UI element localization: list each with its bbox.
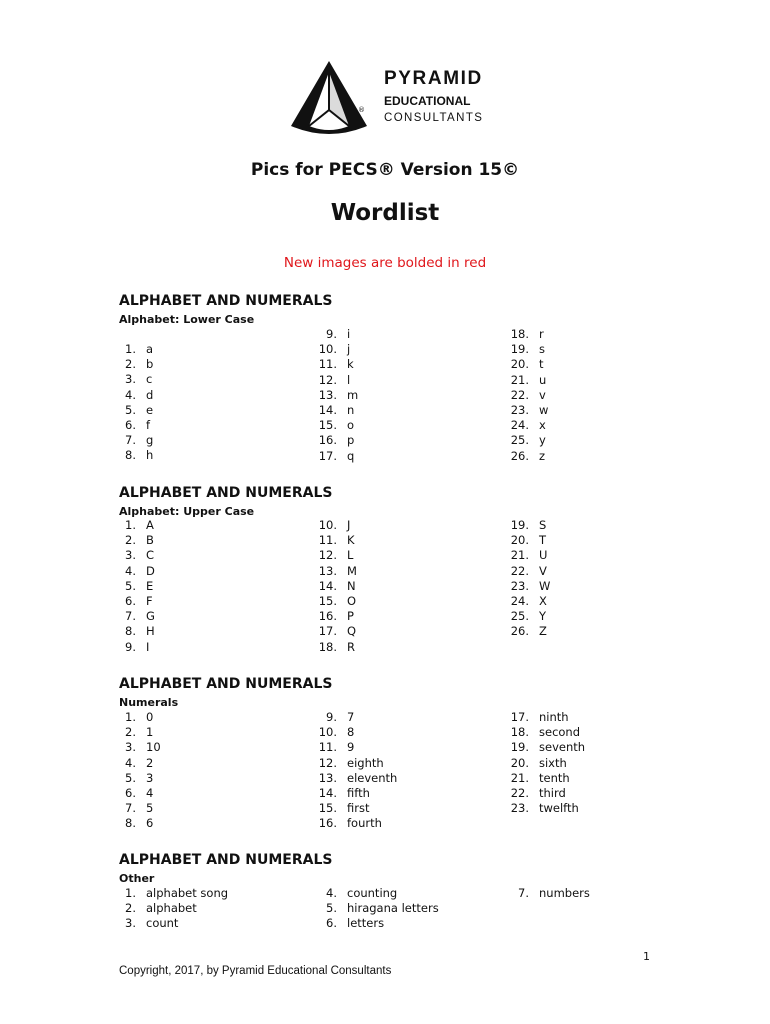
list-item: [505, 533, 550, 548]
list-item: [112, 388, 153, 403]
document-subtitle: Pics for PECS® Version 15©: [250, 160, 520, 180]
list-item: [313, 564, 357, 579]
list-item-text: counting: [347, 886, 398, 900]
list-item-text: m: [347, 387, 359, 402]
list-item: [505, 771, 585, 786]
list-item-number: 23.: [510, 801, 529, 816]
list-item: [112, 342, 153, 357]
list-item: [112, 609, 155, 624]
list-item: [313, 548, 357, 563]
list-item-text: E: [146, 578, 154, 593]
list-item-number: 15.: [318, 418, 337, 433]
list-item-number: 6.: [125, 417, 136, 432]
list-item-text: K: [347, 533, 355, 548]
list-column: [313, 518, 357, 655]
list-item: [112, 886, 228, 901]
list-item: [313, 357, 358, 372]
list-item-number: 7.: [125, 801, 136, 816]
list-column: [313, 710, 397, 832]
list-item-number: 12.: [318, 372, 337, 387]
list-item: [313, 609, 357, 624]
list-item-text: i: [347, 327, 351, 341]
section-heading: ALPHABET AND NUMERALS: [119, 676, 333, 692]
list-item-text: W: [539, 578, 551, 593]
list-item-number: 15.: [318, 801, 337, 816]
list-item: [505, 449, 548, 464]
list-item: [112, 916, 228, 931]
list-item: [505, 373, 548, 388]
list-item-text: q: [347, 448, 355, 463]
list-item: [112, 533, 155, 548]
list-item: [505, 594, 550, 609]
list-item-text: 1: [146, 725, 154, 740]
list-item-text: 9: [347, 740, 355, 755]
list-item-number: 3.: [125, 548, 136, 563]
list-item-text: 7: [347, 710, 355, 724]
list-item-text: v: [539, 387, 546, 402]
list-item-number: 11.: [318, 533, 337, 548]
list-item-text: u: [539, 372, 547, 387]
list-item-number: 3.: [125, 740, 136, 755]
list-item-number: 7.: [125, 433, 136, 448]
list-item-text: M: [347, 563, 357, 578]
list-item-text: w: [539, 402, 549, 417]
list-item-number: 19.: [510, 342, 529, 357]
list-item: [505, 579, 550, 594]
list-item: [313, 640, 357, 655]
list-item: [505, 388, 548, 403]
list-item-text: ninth: [539, 710, 569, 724]
list-item: [313, 373, 358, 388]
list-item: [505, 518, 550, 533]
list-item-text: g: [146, 433, 154, 448]
list-item-number: 16.: [318, 433, 337, 448]
list-item-text: n: [347, 402, 355, 417]
list-item-number: 20.: [510, 357, 529, 372]
list-item-text: alphabet song: [146, 886, 229, 900]
list-item-number: 3.: [125, 916, 136, 931]
list-column: [112, 710, 161, 832]
list-item-number: 4.: [326, 886, 337, 900]
list-item-text: k: [347, 357, 354, 372]
list-item-number: 8.: [125, 448, 136, 463]
list-item-number: 21.: [510, 770, 529, 785]
list-item-number: 11.: [318, 740, 337, 755]
list-item-text: eleventh: [347, 770, 398, 785]
list-item-number: 7.: [125, 609, 136, 624]
list-item-text: twelfth: [539, 801, 579, 816]
list-item-text: d: [146, 387, 154, 402]
list-item-number: 19.: [510, 740, 529, 755]
list-column: [313, 886, 439, 932]
list-item-number: 2.: [125, 725, 136, 740]
list-item: [112, 579, 155, 594]
list-item: [112, 816, 161, 831]
list-item: [313, 756, 397, 771]
list-item-text: x: [539, 418, 546, 433]
list-item-text: Y: [539, 609, 547, 624]
list-item: [505, 801, 585, 816]
list-item: [112, 357, 153, 372]
list-column: [505, 518, 550, 640]
page-number: 1: [643, 950, 650, 963]
list-item-number: 8.: [125, 624, 136, 639]
list-item-number: 1.: [125, 518, 136, 532]
list-item-text: t: [539, 357, 544, 372]
list-item: [505, 403, 548, 418]
list-item-number: 5.: [326, 901, 337, 916]
list-item: [112, 433, 153, 448]
list-item: [112, 740, 161, 755]
section-heading: ALPHABET AND NUMERALS: [119, 852, 333, 868]
list-item-number: 10.: [318, 342, 337, 357]
list-item: [313, 403, 358, 418]
list-item-number: 23.: [510, 402, 529, 417]
list-item-number: 12.: [318, 548, 337, 563]
list-item: [505, 327, 548, 342]
list-column: [505, 886, 590, 901]
list-item: [505, 548, 550, 563]
list-item-text: A: [146, 518, 154, 532]
list-item-text: 6: [146, 816, 154, 831]
list-column: [112, 886, 228, 932]
list-item-text: c: [146, 372, 153, 387]
list-item-number: 4.: [125, 387, 136, 402]
list-item-text: tenth: [539, 770, 570, 785]
list-item: [313, 342, 358, 357]
list-item-number: 9.: [326, 327, 337, 341]
list-item-text: y: [539, 433, 546, 448]
section-subheading: Numerals: [119, 696, 179, 709]
list-item-text: fourth: [347, 816, 382, 831]
list-item-number: 22.: [510, 387, 529, 402]
list-item-number: 6.: [125, 785, 136, 800]
list-item-number: 24.: [510, 593, 529, 608]
logo-line-3: CONSULTANTS: [384, 112, 484, 124]
list-item-text: 2: [146, 755, 154, 770]
list-item-text: r: [539, 327, 544, 341]
list-item: [112, 594, 155, 609]
list-item-number: 9.: [125, 639, 136, 654]
list-item: [112, 725, 161, 740]
list-item: [505, 710, 585, 725]
list-item: [112, 624, 155, 639]
list-item-number: 20.: [510, 755, 529, 770]
list-item: [313, 327, 358, 342]
list-item-text: B: [146, 533, 154, 548]
list-item-text: H: [146, 624, 155, 639]
list-item-text: 8: [347, 725, 355, 740]
list-item-text: l: [347, 372, 351, 387]
list-item-number: 3.: [125, 372, 136, 387]
list-item-text: fifth: [347, 785, 370, 800]
list-item-text: alphabet: [146, 901, 197, 916]
list-column: [112, 518, 155, 655]
list-item-number: 7.: [518, 886, 529, 900]
list-item-text: T: [539, 533, 547, 548]
list-item-number: 19.: [510, 518, 529, 532]
list-item-text: L: [347, 548, 354, 563]
list-item-number: 9.: [326, 710, 337, 724]
list-item: [505, 433, 548, 448]
list-item-number: 14.: [318, 402, 337, 417]
list-item-number: 15.: [318, 593, 337, 608]
list-item-text: f: [146, 417, 151, 432]
list-item: [112, 786, 161, 801]
list-item: [313, 901, 439, 916]
list-item-number: 12.: [318, 755, 337, 770]
list-item: [313, 433, 358, 448]
section-subheading: Alphabet: Lower Case: [119, 313, 255, 326]
list-item: [313, 449, 358, 464]
pyramid-logo: [288, 60, 498, 140]
list-item: [112, 771, 161, 786]
registered-mark: ®: [358, 106, 365, 114]
list-item-number: 2.: [125, 533, 136, 548]
list-item-text: hiragana letters: [347, 901, 439, 916]
list-item-number: 18.: [510, 327, 529, 341]
list-item: [313, 518, 357, 533]
list-item: [112, 564, 155, 579]
list-item-text: eighth: [347, 755, 384, 770]
list-item: [313, 801, 397, 816]
section-heading: ALPHABET AND NUMERALS: [119, 293, 333, 309]
list-item-number: 25.: [510, 609, 529, 624]
list-item-text: S: [539, 518, 547, 532]
list-item-text: a: [146, 342, 154, 356]
list-item: [112, 548, 155, 563]
list-item: [112, 448, 153, 463]
list-item-number: 8.: [125, 816, 136, 831]
list-item-number: 13.: [318, 387, 337, 402]
list-item-text: second: [539, 725, 581, 740]
list-item-number: 22.: [510, 563, 529, 578]
list-item-text: numbers: [539, 886, 590, 900]
list-item-text: b: [146, 357, 154, 372]
list-item-text: Q: [347, 624, 357, 639]
logo-line-2: EDUCATIONAL: [384, 94, 471, 108]
list-item-number: 17.: [318, 624, 337, 639]
list-item-text: 5: [146, 801, 154, 816]
list-item-text: j: [347, 342, 351, 357]
list-item-number: 17.: [510, 710, 529, 724]
list-item-number: 2.: [125, 357, 136, 372]
list-item: [313, 771, 397, 786]
list-item-number: 26.: [510, 448, 529, 463]
list-item-number: 13.: [318, 770, 337, 785]
list-item-number: 5.: [125, 770, 136, 785]
list-item-number: 17.: [318, 448, 337, 463]
list-item-number: 23.: [510, 578, 529, 593]
list-item-number: 22.: [510, 785, 529, 800]
list-item: [313, 710, 397, 725]
logo-line-1: PYRAMID: [384, 68, 483, 89]
list-item-text: J: [347, 518, 351, 532]
list-item-text: e: [146, 402, 154, 417]
list-item: [313, 533, 357, 548]
list-column: [505, 327, 548, 464]
list-item: [313, 594, 357, 609]
list-item-number: 1.: [125, 710, 136, 724]
list-item: [505, 740, 585, 755]
list-item-number: 14.: [318, 785, 337, 800]
list-column: [112, 342, 153, 464]
list-column: [505, 710, 585, 816]
list-item-number: 1.: [125, 886, 136, 900]
list-item-text: third: [539, 785, 566, 800]
list-item-text: G: [146, 609, 155, 624]
list-item-text: D: [146, 563, 155, 578]
list-item-text: P: [347, 609, 354, 624]
list-item: [313, 886, 439, 901]
list-item: [505, 342, 548, 357]
list-item: [505, 624, 550, 639]
list-item-number: 6.: [125, 593, 136, 608]
list-item-number: 16.: [318, 816, 337, 831]
list-item: [505, 725, 585, 740]
list-item-text: h: [146, 448, 154, 463]
list-item-text: z: [539, 448, 546, 463]
list-item-text: seventh: [539, 740, 586, 755]
copyright-footer: Copyright, 2017, by Pyramid Educational Consultants: [119, 965, 392, 977]
list-item: [313, 740, 397, 755]
list-item-text: p: [347, 433, 355, 448]
list-item: [112, 372, 153, 387]
list-item: [505, 357, 548, 372]
section-heading: ALPHABET AND NUMERALS: [119, 485, 333, 501]
list-item: [505, 609, 550, 624]
list-item-text: Z: [539, 624, 547, 639]
list-item-text: O: [347, 593, 357, 608]
list-item: [505, 886, 590, 901]
list-item-text: C: [146, 548, 155, 563]
list-item-text: X: [539, 593, 547, 608]
list-item-number: 18.: [510, 725, 529, 740]
list-item: [313, 418, 358, 433]
list-item-number: 14.: [318, 578, 337, 593]
list-item-text: I: [146, 639, 150, 654]
list-item: [313, 388, 358, 403]
list-item-number: 26.: [510, 624, 529, 639]
list-item: [112, 756, 161, 771]
list-item-text: sixth: [539, 755, 567, 770]
list-item: [313, 579, 357, 594]
list-item-number: 24.: [510, 418, 529, 433]
list-item: [313, 786, 397, 801]
list-item: [112, 403, 153, 418]
list-item-number: 21.: [510, 548, 529, 563]
list-item: [505, 756, 585, 771]
list-item-text: o: [347, 418, 355, 433]
list-item-number: 10.: [318, 518, 337, 532]
list-item-number: 4.: [125, 563, 136, 578]
list-item-number: 20.: [510, 533, 529, 548]
list-item-number: 1.: [125, 342, 136, 356]
document-title: Wordlist: [330, 200, 440, 226]
list-item-number: 25.: [510, 433, 529, 448]
list-item-text: 3: [146, 770, 154, 785]
list-item-text: s: [539, 342, 545, 357]
list-item-number: 5.: [125, 578, 136, 593]
list-item-number: 5.: [125, 402, 136, 417]
list-item: [112, 418, 153, 433]
list-item-text: first: [347, 801, 370, 816]
pyramid-logo-icon: [288, 60, 370, 140]
list-item: [505, 418, 548, 433]
list-item: [313, 624, 357, 639]
new-images-note: New images are bolded in red: [283, 255, 487, 271]
list-item-text: 0: [146, 710, 154, 724]
list-item-text: count: [146, 916, 179, 931]
section-subheading: Other: [119, 872, 155, 885]
list-item-number: 11.: [318, 357, 337, 372]
list-item-number: 16.: [318, 609, 337, 624]
list-item: [505, 786, 585, 801]
list-item-number: 21.: [510, 372, 529, 387]
list-item-text: U: [539, 548, 548, 563]
list-item: [112, 801, 161, 816]
list-item-number: 2.: [125, 901, 136, 916]
list-item-number: 10.: [318, 725, 337, 740]
list-item: [313, 816, 397, 831]
list-item-text: 4: [146, 785, 154, 800]
list-item: [313, 725, 397, 740]
list-item-text: F: [146, 593, 153, 608]
list-item: [112, 640, 155, 655]
list-item-number: 6.: [326, 916, 337, 931]
list-item: [112, 518, 155, 533]
list-item: [505, 564, 550, 579]
list-item: [313, 916, 439, 931]
list-item: [112, 710, 161, 725]
list-item: [112, 901, 228, 916]
list-item-text: V: [539, 563, 547, 578]
list-item-number: 13.: [318, 563, 337, 578]
section-subheading: Alphabet: Upper Case: [119, 505, 255, 518]
list-item-text: letters: [347, 916, 385, 931]
list-item-text: 10: [146, 740, 161, 755]
list-item-text: R: [347, 639, 355, 654]
list-item-number: 18.: [318, 639, 337, 654]
list-item-text: N: [347, 578, 356, 593]
list-column: [313, 327, 358, 464]
list-item-number: 4.: [125, 755, 136, 770]
